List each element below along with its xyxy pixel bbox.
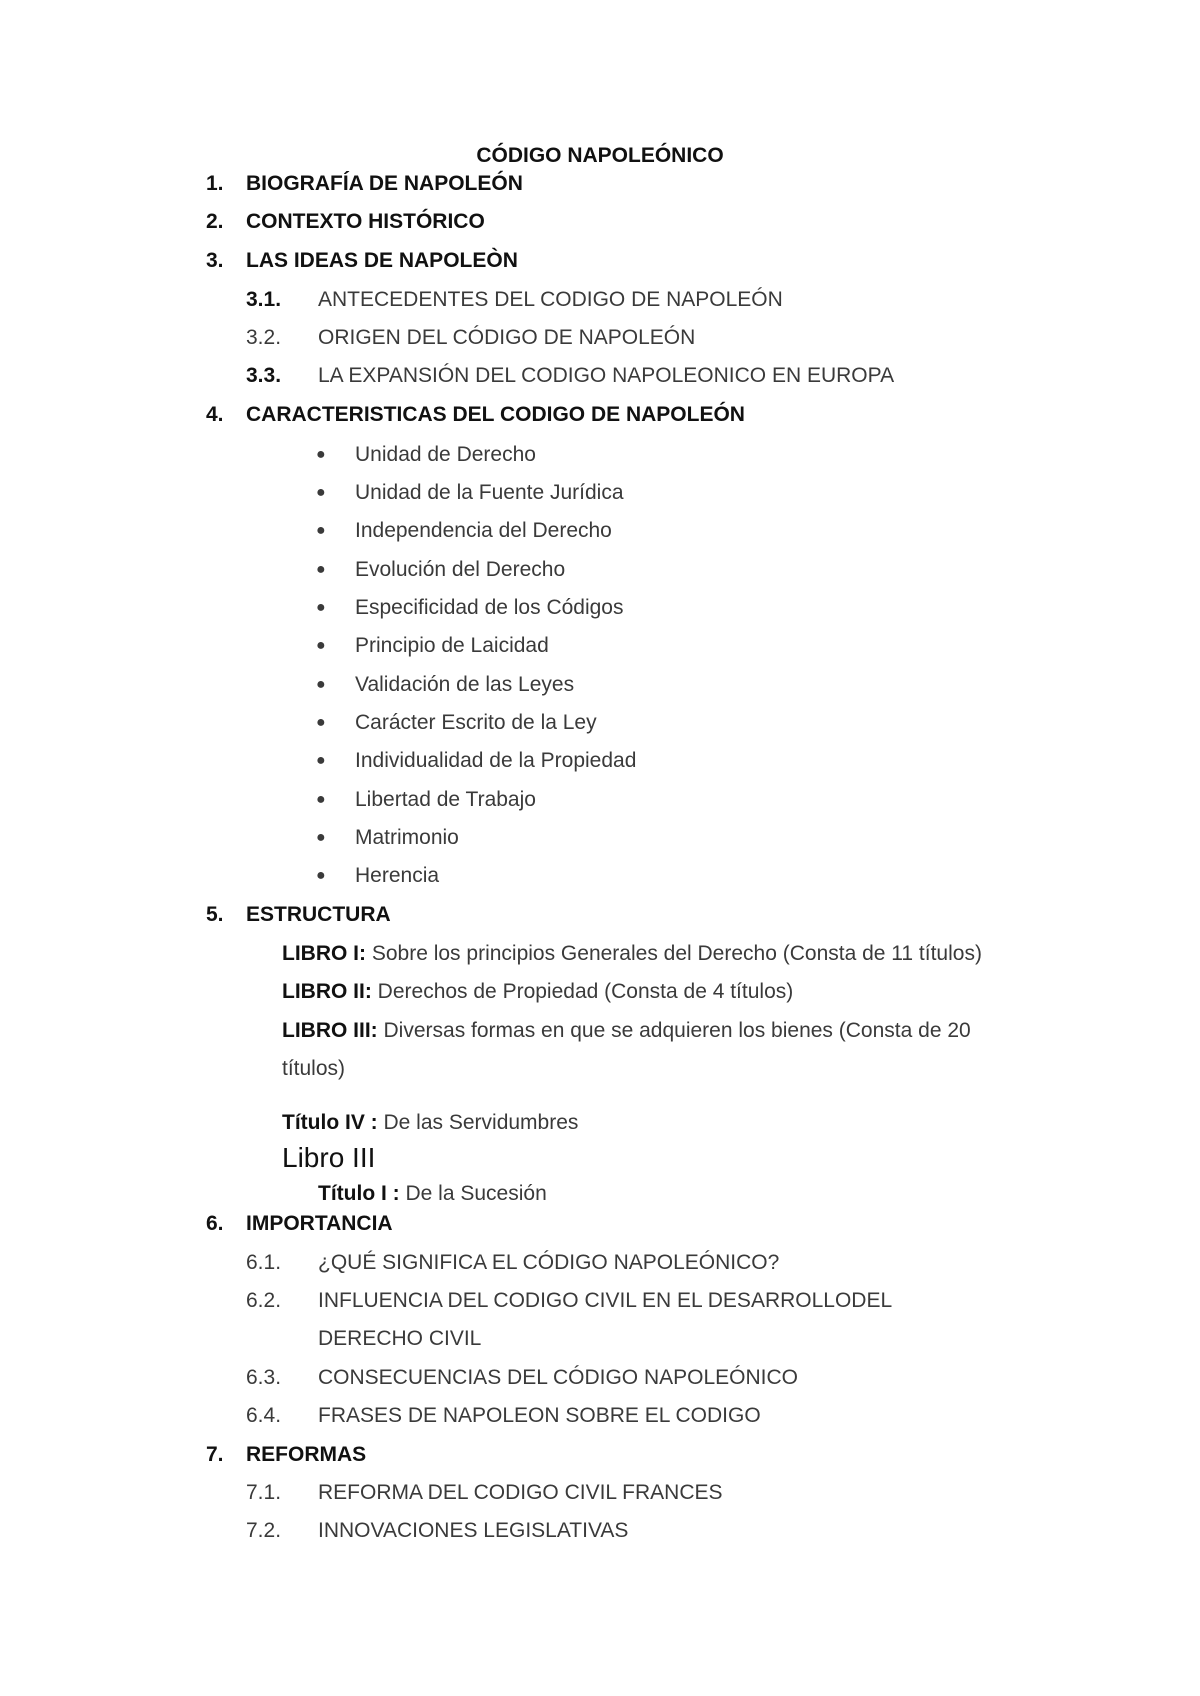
document-title: CÓDIGO NAPOLEÓNICO bbox=[476, 144, 724, 167]
subsection-number: 6.4. bbox=[246, 1404, 282, 1427]
bullet-icon: ● bbox=[316, 599, 326, 616]
titulo-i bbox=[318, 1181, 547, 1207]
section-number: 4. bbox=[206, 403, 224, 426]
subsection-label: LA EXPANSIÓN DEL CODIGO NAPOLEONICO EN EUROPA bbox=[318, 364, 895, 387]
titulo-label: Título I : bbox=[318, 1182, 400, 1205]
subsection-label: INFLUENCIA DEL CODIGO CIVIL EN EL DESARROLLODEL bbox=[318, 1289, 893, 1312]
section-number: 7. bbox=[206, 1443, 224, 1466]
libro-text: Derechos de Propiedad (Consta de 4 títulos) bbox=[377, 980, 794, 1003]
subsection-number: 3.1. bbox=[246, 288, 282, 311]
bullet-icon: ● bbox=[316, 791, 326, 808]
section-label: CARACTERISTICAS DEL CODIGO DE NAPOLEÓN bbox=[246, 403, 745, 426]
subsection-label: FRASES DE NAPOLEON SOBRE EL CODIGO bbox=[318, 1404, 761, 1427]
subsection-label: ¿QUÉ SIGNIFICA EL CÓDIGO NAPOLEÓNICO? bbox=[318, 1251, 780, 1274]
libro-text: Diversas formas en que se adquieren los bienes (Consta de 20 bbox=[383, 1019, 971, 1042]
subsection-number: 7.1. bbox=[246, 1481, 282, 1504]
libro-heading: Libro III bbox=[282, 1142, 376, 1173]
bullet-icon: ● bbox=[316, 637, 326, 654]
section-label: REFORMAS bbox=[246, 1443, 367, 1466]
section-number: 6. bbox=[206, 1212, 224, 1235]
subsection-label: CONSECUENCIAS DEL CÓDIGO NAPOLEÓNICO bbox=[318, 1366, 798, 1389]
subsection-number: 7.2. bbox=[246, 1519, 282, 1542]
bullet-icon: ● bbox=[316, 829, 326, 846]
bullet-icon: ● bbox=[316, 561, 326, 578]
titulo-iv bbox=[282, 1110, 578, 1136]
bullet-icon: ● bbox=[316, 446, 326, 463]
section-label: CONTEXTO HISTÓRICO bbox=[246, 210, 485, 233]
libro-3-continuation: títulos) bbox=[282, 1057, 346, 1080]
bullet-icon: ● bbox=[316, 752, 326, 769]
bullet-icon: ● bbox=[316, 714, 326, 731]
section-label: ESTRUCTURA bbox=[246, 903, 391, 926]
bullet-icon: ● bbox=[316, 676, 326, 693]
libro-label: LIBRO II: bbox=[282, 980, 372, 1003]
bullet-icon: ● bbox=[316, 484, 326, 501]
subsection-label: INNOVACIONES LEGISLATIVAS bbox=[318, 1519, 629, 1542]
libro-label: LIBRO I: bbox=[282, 942, 366, 965]
section-label: LAS IDEAS DE NAPOLEÒN bbox=[246, 249, 518, 272]
subsection-label: ANTECEDENTES DEL CODIGO DE NAPOLEÓN bbox=[318, 288, 783, 311]
titulo-text: De las Servidumbres bbox=[383, 1111, 579, 1134]
section-number: 3. bbox=[206, 249, 224, 272]
libro-text: Sobre los principios Generales del Derecho (Consta de 11 títulos) bbox=[371, 942, 982, 965]
bullet-icon: ● bbox=[316, 867, 326, 884]
document-page: CÓDIGO NAPOLEÓNICO 1. BIOGRAFÍA DE NAPOLEÓN 2. CONTEXTO HISTÓRICO 3. LAS IDEAS DE NAPOLEÒN 3.1. ANTECEDENTES DEL CODIGO DE NAPOLEÓN 3.2. ORIGEN DEL CÓDIGO DE NAPOLEÓN 3.3. LA EXPANSIÓN DEL CODIGO NAPOLEONICO EN EUROPA 4. CARACTERISTICAS DEL CODIGO DE NAPOLEÓN ● Unidad de Derecho ● Unidad de la Fuente Jurídica ● Independencia del Derecho ● Evolución del Derecho ● Especificidad de los Códigos ● Principio de Laicidad ● Validación de las Leyes ● Carácter Escrito de la Ley ● Individualidad de la Propiedad ● Libertad de Trabajo ● Matrimonio ● Herencia 5. ESTRUCTURA LIBRO I: Sobre los principios Generales del Derecho (Consta de 11 títulos) LIBRO II: Derechos de Propiedad (Consta de 4 títulos) LIBRO III: Diversas formas en que se adquieren los bienes (Consta de 20 títulos) Título IV : De las Servidumbres Libro III Título I : De la Sucesión 6. IMPORTANCIA 6.1. ¿QUÉ SIGNIFICA EL CÓDIGO NAPOLEÓNICO? 6.2. INFLUENCIA DEL CODIGO CIVIL EN EL DESARROLLODEL DERECHO CIVIL 6.3. CONSECUENCIAS DEL CÓDIGO NAPOLEÓNICO 6.4. FRASES DE NAPOLEON SOBRE EL CODIGO 7. REFORMAS 7.1. REFORMA DEL CODIGO CIVIL FRANCES 7.2. INNOVACIONES LEGISLATIVAS bbox=[0, 0, 1200, 1696]
subsection-number: 6.1. bbox=[246, 1251, 282, 1274]
subsection-label: ORIGEN DEL CÓDIGO DE NAPOLEÓN bbox=[318, 326, 696, 349]
titulo-text: De la Sucesión bbox=[405, 1182, 547, 1205]
section-label: BIOGRAFÍA DE NAPOLEÓN bbox=[246, 172, 523, 195]
libro-1 bbox=[282, 941, 982, 967]
section-number: 2. bbox=[206, 210, 224, 233]
subsection-number: 6.2. bbox=[246, 1289, 282, 1312]
subsection-label: REFORMA DEL CODIGO CIVIL FRANCES bbox=[318, 1481, 723, 1504]
bullet-icon: ● bbox=[316, 522, 326, 539]
libro-label: LIBRO III: bbox=[282, 1019, 378, 1042]
section-number: 5. bbox=[206, 903, 224, 926]
subsection-number: 3.3. bbox=[246, 364, 282, 387]
titulo-label: Título IV : bbox=[282, 1111, 378, 1134]
subsection-number: 6.3. bbox=[246, 1366, 282, 1389]
libro-3 bbox=[282, 1018, 971, 1044]
libro-2 bbox=[282, 979, 793, 1005]
section-label: IMPORTANCIA bbox=[246, 1212, 393, 1235]
subsection-number: 3.2. bbox=[246, 326, 282, 349]
subsection-label: DERECHO CIVIL bbox=[318, 1327, 482, 1350]
section-number: 1. bbox=[206, 172, 224, 195]
